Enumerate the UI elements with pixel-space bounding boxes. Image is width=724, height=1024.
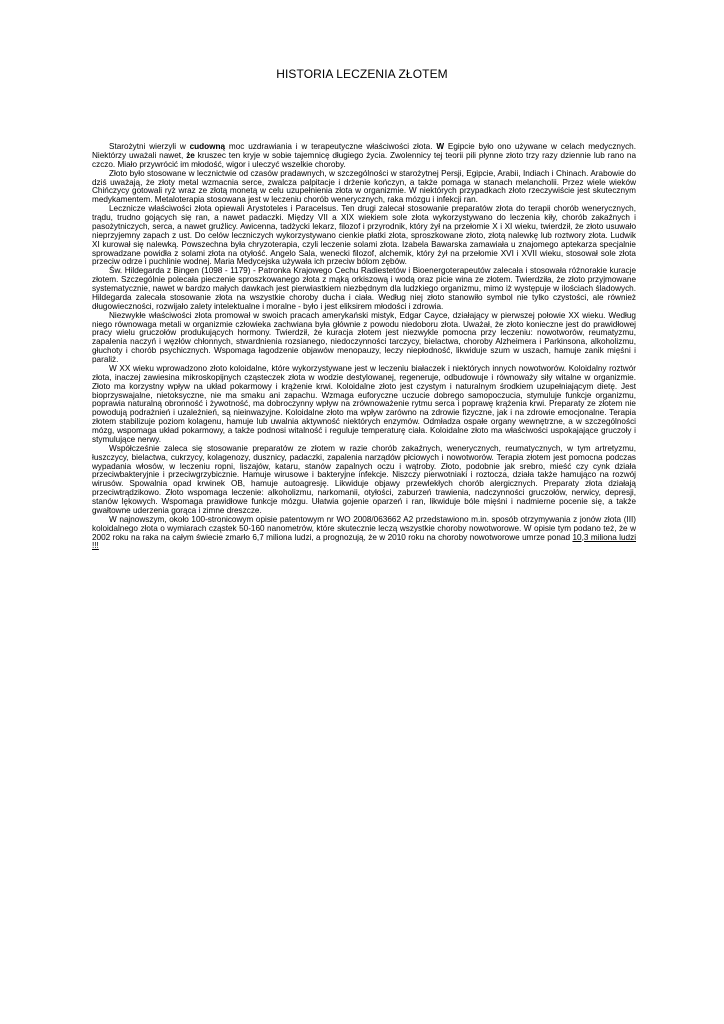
paragraph-1-text-c: moc uzdrawiania i w terapeutyczne właściwości złota. xyxy=(225,142,437,151)
paragraph-2: Złoto było stosowane w lecznictwie od czasów pradawnych, w szczególności w starożytnej Persji, Egipcie, Arabii, Indiach i Chinach. Arabowie do dziś uważają, że złoty metal wzmacnia serce, zwalcza palpitacje i drżenie kończyn, a także pomaga w stanach melancholii. Przez wiele wieków Chińczycy gotowali ryż wraz ze złotą monetą w celu uzupełnienia złota w organizmie. W niektórych przypadkach złoto rzeczywiście jest skutecznym medykamentem. Metaloterapia stosowana jest w leczeniu chorób wenerycznych, raka mózgu i infekcji ran. xyxy=(92,168,636,205)
document-body xyxy=(92,143,636,551)
paragraph-5: Niezwykłe właściwości złota promował w swoich pracach amerykański mistyk, Edgar Cayce, działający w pierwszej połowie XX wieku. Według niego równowaga metali w organizmie człowieka zachwiana była głównie z powodu niedoboru złota. Uważał, że złoto konieczne jest do prawidłowej pracy wielu gruczołów produkujących hormony. Twierdził, że kuracja złotem jest niezwykle pomocna przy leczeniu: nowotworów, reumatyzmu, zapalenia naczyń i węzłów chłonnych, stwardnienia rozsianego, niedoczynności tarczycy, bielactwa, choroby Alzheimera i Parkinsona, alkoholizmu, głuchoty i chorób psychicznych. Wspomaga łagodzenie objawów menopauzy, leczy niepłodność, likwiduje szum w uszach, hamuje zanik mięśni i paraliż. xyxy=(92,310,636,364)
paragraph-8-text: W najnowszym, około 100-stronicowym opisie patentowym nr WO 2008/063662 A2 przedstawiono m.in. sposób otrzymywania z jonów złota (III) koloidalnego złota o wymiarach cząstek 50-160 nanometrów, które skutecznie leczą wszystkie choroby nowotworowe. W opisie tym podano też, że w 2002 roku na raka na całym świecie zmarło 6,7 miliona ludzi, a prognozują, że w 2010 roku na choroby nowotworowe umrze ponad xyxy=(92,514,636,542)
paragraph-3: Lecznicze właściwości złota opiewali Arystoteles i Paracelsus. Ten drugi zalecał stosowanie preparatów złota do terapii chorób wenerycznych, trądu, trudno gojących się ran, a nawet padaczki. Między VII a XIX wiekiem sole złota wykorzystywano do leczenia kiły, chorób zakaźnych i pasożytniczych, serca, a nawet gruźlicy. Awicenna, tadżycki lekarz, filozof i przyrodnik, który żył na przełomie X i XI wieku, twierdził, że złoto usuwało nieprzyjemny zapach z ust. Do celów leczniczych wykorzystywano cienkie płatki złota, sproszkowane złoto, złotą nalewkę lub roztwory złota. Ludwik XI kurował się nalewką. Powszechna była chryzoterapia, czyli leczenie solami złota. Izabela Bawarska zamawiała u znajomego aptekarza specjalnie sprowadzane powidła z solami złota na otyłość. Angelo Sala, wenecki filozof, alchemik, który żył na przełomie XVI i XVII wieku, stosował sole złota przeciw odrze i puchlinie wodnej. Maria Medycejska używała ich przeciw bólom zębów. xyxy=(92,204,636,267)
paragraph-1 xyxy=(92,143,636,170)
paragraph-1-bold-a: cudowną xyxy=(189,142,226,151)
paragraph-1-text-e: Egipcie było ono używane w celach medycznych. Niektórzy uważali nawet, xyxy=(92,142,637,160)
paragraph-8-underlined: 10,3 miliona ludzi !!! xyxy=(92,532,637,551)
paragraph-1-bold-f: że xyxy=(186,150,195,160)
paragraph-4: Św. Hildegarda z Bingen (1098 - 1179) - Patronka Krajowego Cechu Radiestetów i Bioenergoterapeutów zalecała i stosowała różnorakie kuracje złotem. Szczególnie polecała pieczenie sproszkowanego złota z mąką orkiszową i wodą oraz picie wina ze złotem. Twierdziła, że złoto przyjmowane systematycznie, nawet w bardzo małych dawkach jest pierwiastkiem niezbędnym dla ludzkiego organizmu, mimo iż występuje w ilościach śladowych. Hildegarda zalecała stosowanie złota na wszystkie choroby ducha i ciała. Według niej złoto stanowiło symbol nie tylko czystości, ale również długowieczności, rozwijało zalety intelektualne i moralne - było i jest eliksirem młodości i zdrowia. xyxy=(92,266,636,311)
paragraph-1-bold-d: W xyxy=(436,142,445,151)
paragraph-1-text-g: kruszec ten kryje w sobie tajemnicę długiego życia. Zwolennicy tej teorii pili płynne złoto trzy razy dziennie lub rano na czczo. Miało przywrócić im młodość, wigor i uleczyć wszelkie choroby. xyxy=(92,150,637,169)
paragraph-8 xyxy=(92,516,636,552)
paragraph-7: Współcześnie zaleca się stosowanie preparatów ze złotem w razie chorób zakaźnych, wenerycznych, reumatycznych, w tym artretyzmu, łuszczycy, bielactwa, cukrzycy, kolagenozy, dusznicy, padaczki, zapalenia narządów płciowych i nowotworów. Terapia złotem jest pomocna podczas wypadania włosów, w leczeniu ropni, liszajów, kataru, stanów zapalnych oczu i wątroby. Złoto, podobnie jak srebro, mieść czy cynk działa przeciwbakteryjnie i przeciwgrzybicznie. Hamuje wirusowe i bakteryjne infekcje. Niszczy pierwotniaki i roztocza, działa także hamująco na rozwój wirusów. Spowalnia opad krwinek OB, hamuje autoagresję. Likwiduje objawy przewlekłych chorób alergicznych. Preparaty złota działają przeciwtrądzikowo. Złoto wspomaga leczenie: alkoholizmu, narkomanii, otyłości, zaburzeń trawienia, nadczynności gruczołów, nerwicy, depresji, stanów lękowych. Wspomaga prawidłowe funkcje mózgu. Ułatwia gojenie oparzeń i ran, likwiduje bóle mięśni i nadmierne pocenie się, a także gwałtowne uderzenia gorąca i zimne dreszcze. xyxy=(92,443,636,515)
paragraph-6: W XX wieku wprowadzono złoto koloidalne, które wykorzystywane jest w leczeniu białaczek i niektórych innych nowotworów. Koloidalny roztwór złota, inaczej zawiesina mikroskopijnych cząsteczek złota w wodzie destylowanej, regeneruje, odbudowuje i równoważy siły witalne w organizmie. Złoto ma korzystny wpływ na układ pokarmowy i krążenie krwi. Koloidalne złoto jest czystym i naturalnym środkiem uzupełniającym dietę. Jest bioprzyswajalne, nietoksyczne, nie ma smaku ani zapachu. Wzmaga euforyczne uczucie dobrego samopoczucia, stymuluje funkcje organizmu, poprawia naturalną obronność i żywotność, ma dobroczynny wpływ na zrównoważenie rytmu serca i poprawę krążenia krwi. Preparaty ze złotem nie powodują podrażnień i uzależnień, są nieinwazyjne. Koloidalne złoto ma wpływ zarówno na zdrowie fizyczne, jak i na zdrowie emocjonalne. Terapia złotem stabilizuje poziom kolagenu, hamuje lub uwalnia aktywność niektórych enzymów. Odmładza ospałe organy wewnętrzne, a w szczególności mózg, wspomaga układ pokarmowy, a także podnosi witalność i reguluje temperaturę ciała. Koloidalne złoto ma właściwości uspokajające gruczoły i stymulujące nerwy. xyxy=(92,363,636,444)
document-title: HISTORIA LECZENIA ZŁOTEM xyxy=(276,67,448,81)
paragraph-1-text-a: Starożytni wierzyli w xyxy=(109,142,190,151)
